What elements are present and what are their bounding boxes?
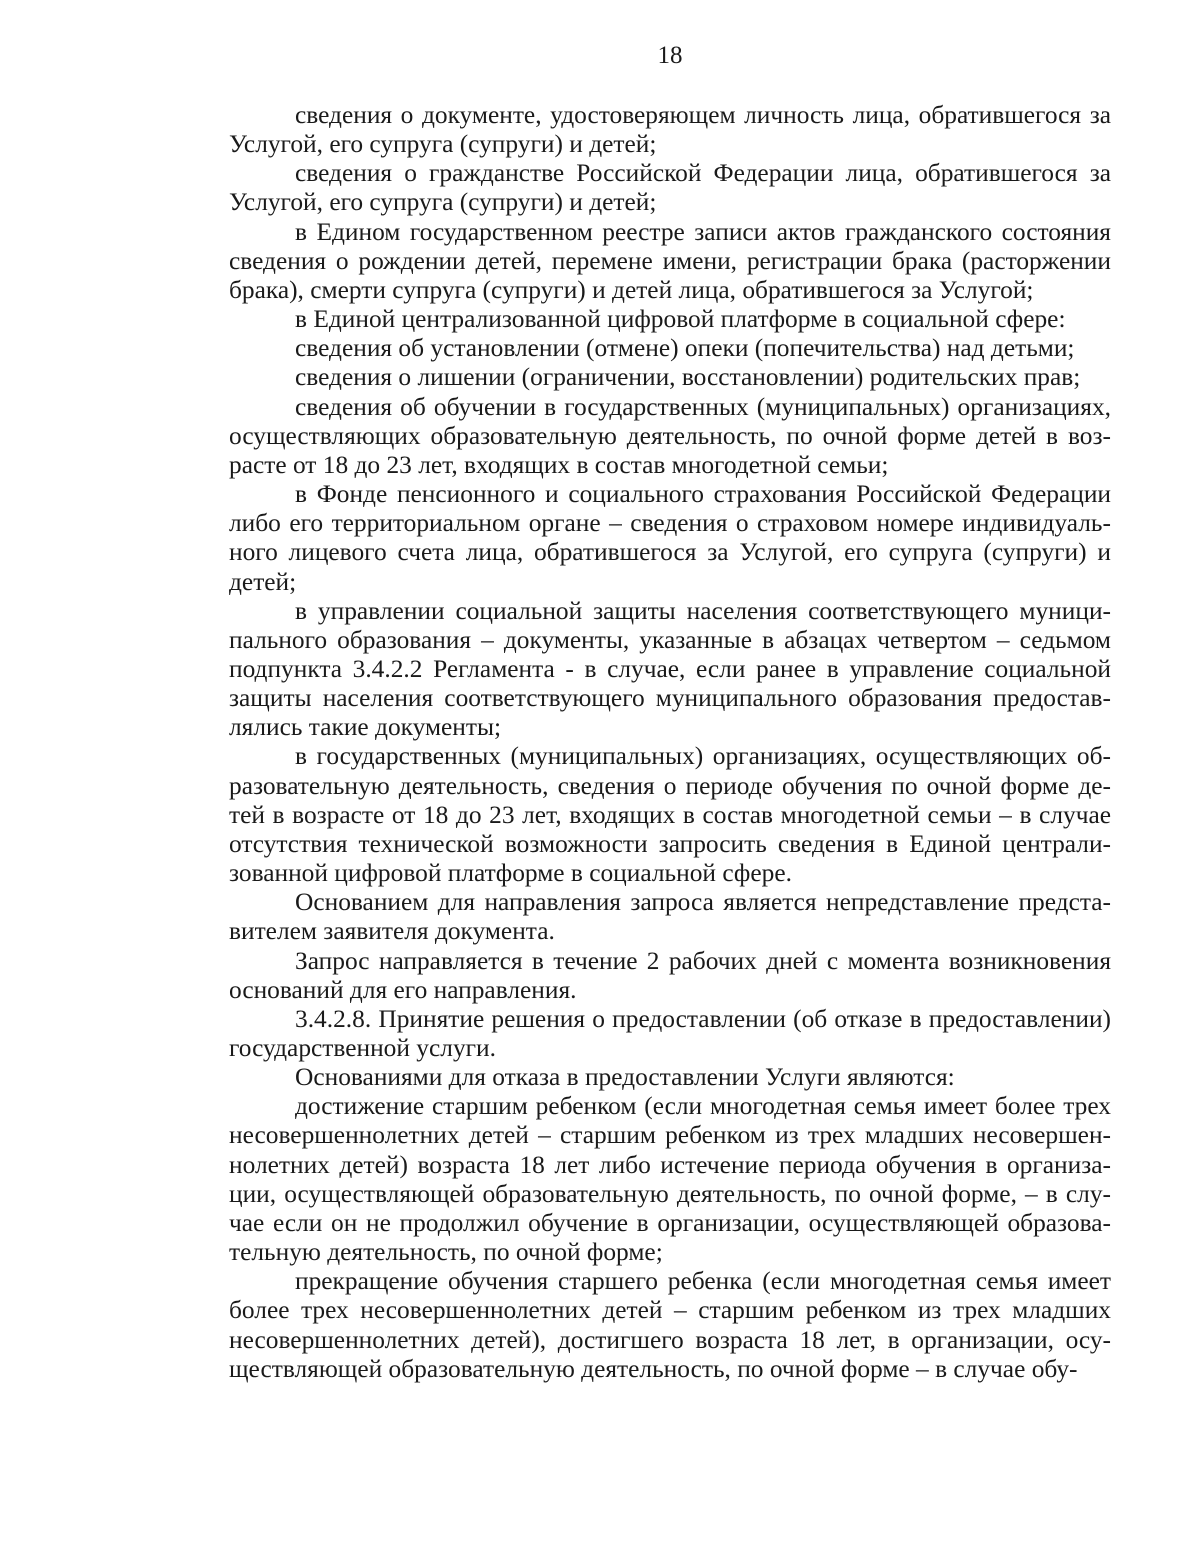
body-text (229, 101, 1111, 1384)
paragraph: в управлении социальной защиты населения соответствующего муниципального образования – документы, указанные в абзацах четвертом – седьмом подпункта 3.4.2.2 Регламента - в случае, если ранее в управление социальной защиты населения соответствующего муниципального образования предоставлялись такие документы; (229, 596, 1111, 742)
page-number: 18 (657, 42, 683, 69)
paragraph: 3.4.2.8. Принятие решения о предоставлении (об отказе в предоставлении) государственной услуги. (229, 1004, 1111, 1062)
paragraph: сведения о документе, удостоверяющем личность лица, обратившегося за Услугой, его супруга (супруги) и детей; (229, 101, 1111, 159)
paragraph: Основанием для направления запроса является непредставление представителем заявителя документа. (229, 888, 1111, 946)
paragraph: в Единой централизованной цифровой платформе в социальной сфере: (295, 305, 1066, 334)
paragraph: в Фонде пенсионного и социального страхования Российской Федерации либо его территориальном органе – сведения о страховом номере индивидуального лицевого счета лица, обратившегося за Услугой, его супруга (супруги) и детей; (229, 480, 1111, 596)
paragraph: сведения об обучении в государственных (муниципальных) организациях, осуществляющих образовательную деятельность, по очной форме детей в возрасте от 18 до 23 лет, входящих в состав многодетной семьи; (229, 392, 1111, 479)
paragraph: сведения об установлении (отмене) опеки (попечительства) над детьми; (295, 334, 1075, 363)
paragraph: достижение старшим ребенком (если многодетная семья имеет более трех несовершеннолетних детей – старшим ребенком из трех младших несовершеннолетних детей) возраста 18 лет либо истечение периода обучения в организации, осуществляющей образовательную деятельность, по очной форме, – в случае если он не продолжил обучение в организации, осуществляющей образовательную деятельность, по очной форме; (229, 1092, 1111, 1267)
paragraph: сведения о лишении (ограничении, восстановлении) родительских прав; (295, 363, 1081, 392)
paragraph: Запрос направляется в течение 2 рабочих дней с момента возникновения оснований для его направления. (229, 946, 1111, 1004)
paragraph: сведения о гражданстве Российской Федерации лица, обратившегося за Услугой, его супруга (супруги) и детей; (229, 159, 1111, 217)
paragraph: в Едином государственном реестре записи актов гражданского состояния сведения о рождении детей, перемене имени, регистрации брака (расторжении брака), смерти супруга (супруги) и детей лица, обратившегося за Услугой; (229, 217, 1111, 304)
paragraph: Основаниями для отказа в предоставлении Услуги являются: (295, 1063, 955, 1092)
paragraph: прекращение обучения старшего ребенка (если многодетная семья имеет более трех несовершеннолетних детей – старшим ребенком из трех младших несовершеннолетних детей), достигшего возраста 18 лет, в организации, осуществляющей образовательную деятельность, по очной форме – в случае обу- (229, 1267, 1111, 1383)
paragraph: в государственных (муниципальных) организациях, осуществляющих образовательную деятельность, сведения о периоде обучения по очной форме детей в возрасте от 18 до 23 лет, входящих в состав многодетной семьи – в случае отсутствия технической возможности запросить сведения в Единой централизованной цифровой платформе в социальной сфере. (229, 742, 1111, 888)
